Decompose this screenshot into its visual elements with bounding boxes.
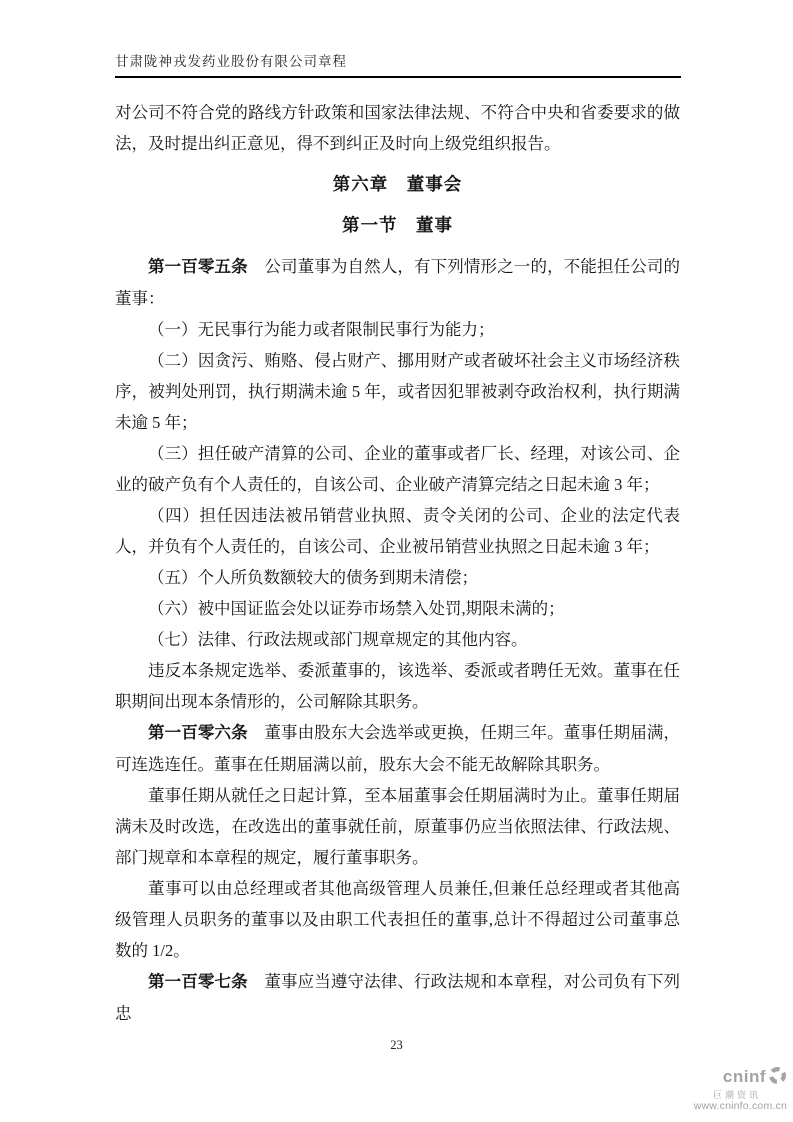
cninfo-brand-row (723, 1066, 787, 1090)
cninfo-brand-text: cninf (722, 1067, 766, 1087)
cninfo-watermark (694, 1066, 787, 1113)
article-paragraph (115, 966, 680, 1029)
article-text: 董事由股东大会选举或更换，任期三年。董事任期届满，可连选连任。董事在任期届满以前，股东大会不能无故解除其职务。 (115, 723, 681, 774)
paragraph: 对公司不符合党的路线方针政策和国家法律法规、不符合中央和省委要求的做法，及时提出纠正意见，得不到纠正及时向上级党组织报告。 (115, 103, 680, 153)
article-text: 公司董事为自然人，有下列情形之一的，不能担任公司的董事： (115, 257, 681, 308)
paragraph: 违反本条规定选举、委派董事的，该选举、委派或者聘任无效。董事在任职期间出现本条情形的，公司解除其职务。 (115, 661, 680, 711)
cninfo-chinese-name: 巨潮资讯 (712, 1089, 761, 1100)
list-item: （六）被中国证监会处以证券市场禁入处罚,期限未满的； (148, 599, 565, 618)
list-item: （三）担任破产清算的公司、企业的董事或者厂长、经理，对该公司、企业的破产负有个人责任的，自该公司、企业破产清算完结之日起未逾 3 年； (115, 444, 680, 494)
header-rule (115, 76, 681, 78)
list-item: （五）个人所负数额较大的债务到期未清偿； (148, 568, 478, 587)
article-paragraph (115, 717, 680, 780)
article-paragraph (115, 251, 680, 314)
list-item: （四）担任因违法被吊销营业执照、责令关闭的公司、企业的法定代表人，并负有个人责任的，自该公司、企业被吊销营业执照之日起未逾 3 年； (115, 506, 680, 556)
page-number: 23 (390, 1038, 403, 1052)
list-item: （二）因贪污、贿赂、侵占财产、挪用财产或者破坏社会主义市场经济秩序，被判处刑罚，执行期满未逾 5 年，或者因犯罪被剥夺政治权利，执行期满未逾 5 年； (115, 351, 680, 432)
cninfo-url: www.cninfo.com.cn (693, 1100, 787, 1113)
header-title: 甘肃陇神戎发药业股份有限公司章程 (115, 54, 347, 69)
article-text: 董事应当遵守法律、行政法规和本章程，对公司负有下列忠 (115, 972, 681, 1023)
document-body (115, 97, 680, 1029)
document-header (115, 50, 681, 78)
list-item: （一）无民事行为能力或者限制民事行为能力； (148, 320, 495, 339)
chapter-heading: 第六章 董事会 (332, 174, 463, 194)
article-number: 第一百零五条 (148, 258, 248, 276)
paragraph: 董事任期从就任之日起计算，至本届董事会任期届满时为止。董事任期届满未及时改选，在改选出的董事就任前，原董事仍应当依照法律、行政法规、部门规章和本章程的规定，履行董事职务。 (115, 786, 680, 867)
article-number: 第一百零七条 (148, 973, 248, 991)
paragraph: 董事可以由总经理或者其他高级管理人员兼任,但兼任总经理或者其他高级管理人员职务的董事以及由职工代表担任的董事,总计不得超过公司董事总数的 1/2。 (115, 879, 680, 960)
article-number: 第一百零六条 (148, 724, 248, 742)
list-item: （七）法律、行政法规或部门规章规定的其他内容。 (148, 630, 528, 649)
section-heading: 第一节 董事 (342, 215, 453, 235)
cninfo-swirl-icon (768, 1066, 787, 1090)
